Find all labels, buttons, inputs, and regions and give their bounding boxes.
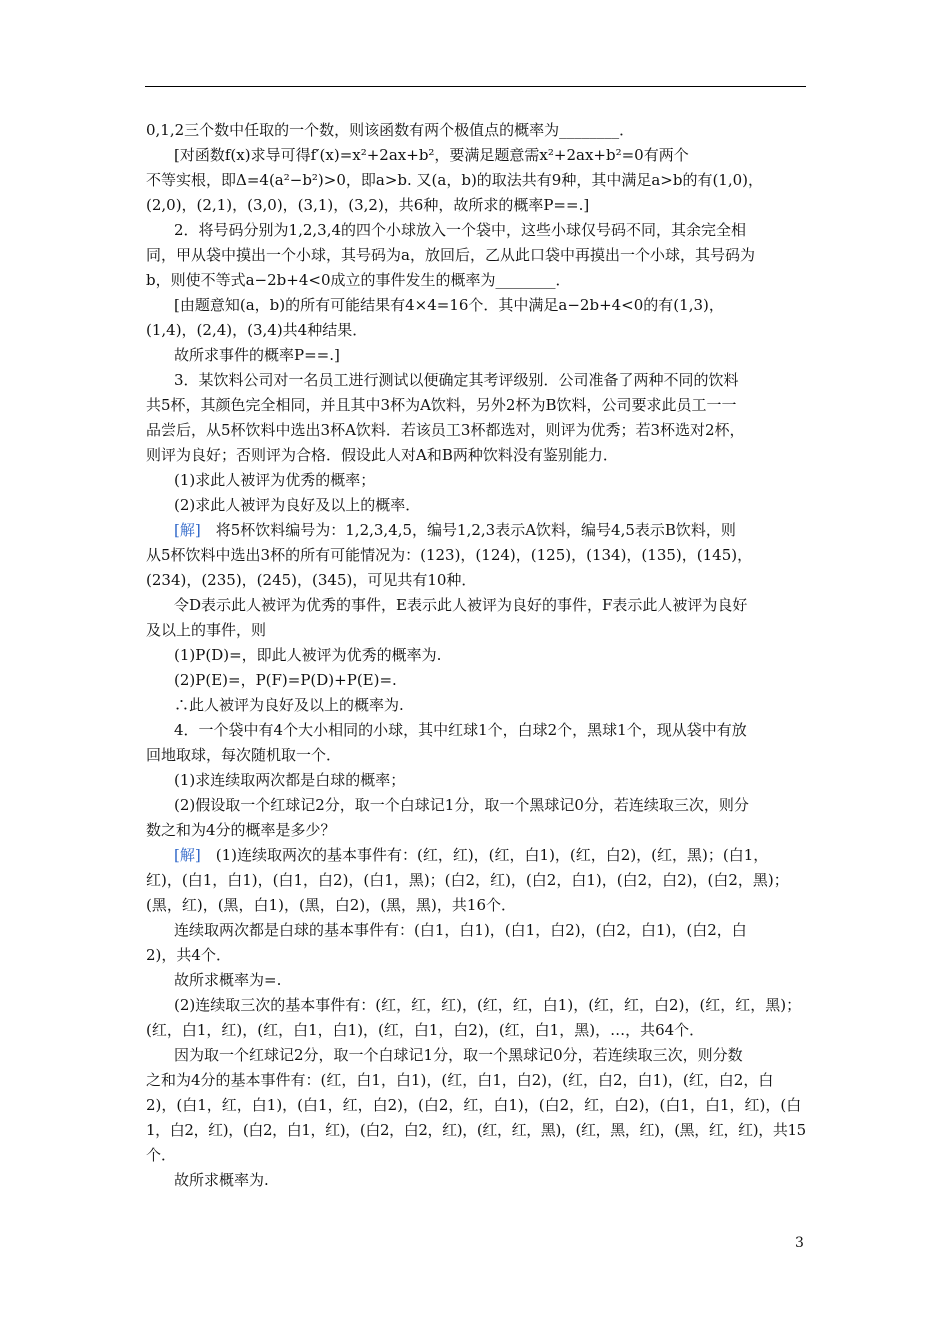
line-text: (2)求此人被评为良好及以上的概率． xyxy=(174,496,421,514)
text-line xyxy=(146,143,806,168)
solution-tag: [解] xyxy=(174,846,201,864)
text-line xyxy=(146,518,806,543)
text-line xyxy=(146,668,806,693)
text-line xyxy=(146,1143,806,1168)
text-line xyxy=(146,893,806,918)
text-line xyxy=(146,343,806,368)
line-text: 红)，(白1，白1)，(白1，白2)，(白1，黑)；(白2，红)，(白2，白1)，(白2，白2)，(白2，黑)； xyxy=(146,871,789,889)
line-text: 0,1,2三个数中任取的一个数，则该函数有两个极值点的概率为________． xyxy=(146,121,635,139)
text-line xyxy=(146,568,806,593)
text-line xyxy=(146,643,806,668)
line-text: ∴此人被评为良好及以上的概率为. xyxy=(174,696,404,714)
line-text: 令D表示此人被评为优秀的事件，E表示此人被评为良好的事件，F表示此人被评为良好 xyxy=(174,596,748,614)
text-line xyxy=(146,743,806,768)
text-line xyxy=(146,1118,806,1143)
line-text: (234)，(235)，(245)，(345)，可见共有10种． xyxy=(146,571,477,589)
text-line xyxy=(146,318,806,343)
text-line xyxy=(146,718,806,743)
solution-tag: [解] xyxy=(174,521,201,539)
text-line xyxy=(146,618,806,643)
line-text: [对函数f(x)求导可得f′(x)=x²+2ax+b²，要满足题意需x²+2ax+b²=0有两个 xyxy=(174,146,689,164)
page-number: 3 xyxy=(795,1235,804,1251)
line-text: 连续取两次都是白球的基本事件有：(白1，白1)，(白1，白2)，(白2，白1)，(白2，白 xyxy=(174,921,747,939)
line-text: 2．将号码分别为1,2,3,4的四个小球放入一个袋中，这些小球仅号码不同，其余完全相 xyxy=(174,221,747,239)
line-text: 1，白2，红)，(白2，白1，红)，(白2，白2，红)，(红，红，黑)，(红，黑，红)，(黑，红，红)，共15 xyxy=(146,1121,806,1139)
text-line xyxy=(146,218,806,243)
line-text: 共5杯，其颜色完全相同，并且其中3杯为A饮料，另外2杯为B饮料，公司要求此员工一一 xyxy=(146,396,737,414)
line-text: 3．某饮料公司对一名员工进行测试以便确定其考评级别．公司准备了两种不同的饮料 xyxy=(174,371,739,389)
line-text: 个． xyxy=(146,1146,177,1164)
line-text: (1)连续取两次的基本事件有：(红，红)，(红，白1)，(红，白2)，(红，黑)；(白1， xyxy=(200,846,769,864)
text-line xyxy=(146,193,806,218)
text-line xyxy=(146,268,806,293)
line-text: (1)求此人被评为优秀的概率； xyxy=(174,471,376,489)
line-text: 因为取一个红球记2分，取一个白球记1分，取一个黑球记0分，若连续取三次，则分数 xyxy=(174,1046,743,1064)
line-text: 回地取球，每次随机取一个． xyxy=(146,746,342,764)
line-text: 2)，共4个． xyxy=(146,946,231,964)
line-text: 故所求概率为. xyxy=(174,1171,269,1189)
line-text: 从5杯饮料中选出3杯的所有可能情况为：(123)，(124)，(125)，(134)，(135)，(145)， xyxy=(146,546,753,564)
text-line xyxy=(146,443,806,468)
text-line xyxy=(146,1093,806,1118)
line-text: 则评为良好；否则评为合格．假设此人对A和B两种饮料没有鉴别能力． xyxy=(146,446,618,464)
text-line xyxy=(146,168,806,193)
text-line xyxy=(146,468,806,493)
line-text: 同，甲从袋中摸出一个小球，其号码为a，放回后，乙从此口袋中再摸出一个小球，其号码为 xyxy=(146,246,755,264)
text-line xyxy=(146,293,806,318)
line-text: (黑，红)，(黑，白1)，(黑，白2)，(黑，黑)，共16个． xyxy=(146,896,516,914)
line-text: 数之和为4分的概率是多少？ xyxy=(146,821,336,839)
line-text: (2)P(E)=，P(F)=P(D)+P(E)=. xyxy=(174,671,397,689)
line-text: (红，白1，红)，(红，白1，白1)，(红，白1，白2)，(红，白1，黑)，…，共64个． xyxy=(146,1021,705,1039)
document-body xyxy=(146,118,806,1193)
text-line xyxy=(146,418,806,443)
text-line xyxy=(146,968,806,993)
line-text: (2)连续取三次的基本事件有：(红，红，红)，(红，红，白1)，(红，红，白2)，(红，红，黑)； xyxy=(174,996,802,1014)
text-line xyxy=(146,1043,806,1068)
text-line xyxy=(146,943,806,968)
line-text: (1)P(D)=，即此人被评为优秀的概率为. xyxy=(174,646,442,664)
text-line xyxy=(146,918,806,943)
text-line xyxy=(146,693,806,718)
text-line xyxy=(146,1068,806,1093)
line-text: 品尝后，从5杯饮料中选出3杯A饮料．若该员工3杯都选对，则评为优秀；若3杯选对2杯， xyxy=(146,421,745,439)
line-text: 将5杯饮料编号为：1,2,3,4,5，编号1,2,3表示A饮料，编号4,5表示B饮料，则 xyxy=(200,521,736,539)
text-line xyxy=(146,593,806,618)
text-line xyxy=(146,793,806,818)
text-line xyxy=(146,493,806,518)
text-line xyxy=(146,1018,806,1043)
text-line xyxy=(146,543,806,568)
line-text: (1)求连续取两次都是白球的概率； xyxy=(174,771,406,789)
line-text: 故所求概率为=. xyxy=(174,971,282,989)
line-text: 4．一个袋中有4个大小相同的小球，其中红球1个，白球2个，黑球1个，现从袋中有放 xyxy=(174,721,747,739)
line-text: 之和为4分的基本事件有：(红，白1，白1)，(红，白1，白2)，(红，白2，白1)，(红，白2，白 xyxy=(146,1071,774,1089)
line-text: 2)，(白1，红，白1)，(白1，红，白2)，(白2，红，白1)，(白2，红，白2)，(白1，白1，红)，(白 xyxy=(146,1096,802,1114)
line-text: 不等实根，即Δ=4(a²−b²)>0，即a>b. 又(a，b)的取法共有9种，其中满足a>b的有(1,0)， xyxy=(146,171,764,189)
line-text: 及以上的事件，则 xyxy=(146,621,267,639)
text-line xyxy=(146,993,806,1018)
line-text: (1,4)，(2,4)，(3,4)共4种结果． xyxy=(146,321,368,339)
text-line xyxy=(146,243,806,268)
line-text: (2)假设取一个红球记2分，取一个白球记1分，取一个黑球记0分，若连续取三次，则分 xyxy=(174,796,749,814)
line-text: 故所求事件的概率P==.] xyxy=(174,346,340,364)
line-text: (2,0)，(2,1)，(3,0)，(3,1)，(3,2)，共6种，故所求的概率P==.] xyxy=(146,196,590,214)
text-line xyxy=(146,868,806,893)
text-line xyxy=(146,1168,806,1193)
line-text: [由题意知(a，b)的所有可能结果有4×4=16个．其中满足a−2b+4<0的有(1,3)， xyxy=(174,296,724,314)
text-line xyxy=(146,768,806,793)
header-rule xyxy=(145,86,806,87)
text-line xyxy=(146,818,806,843)
text-line xyxy=(146,118,806,143)
line-text: b，则使不等式a−2b+4<0成立的事件发生的概率为________． xyxy=(146,271,571,289)
text-line xyxy=(146,368,806,393)
text-line xyxy=(146,843,806,868)
text-line xyxy=(146,393,806,418)
